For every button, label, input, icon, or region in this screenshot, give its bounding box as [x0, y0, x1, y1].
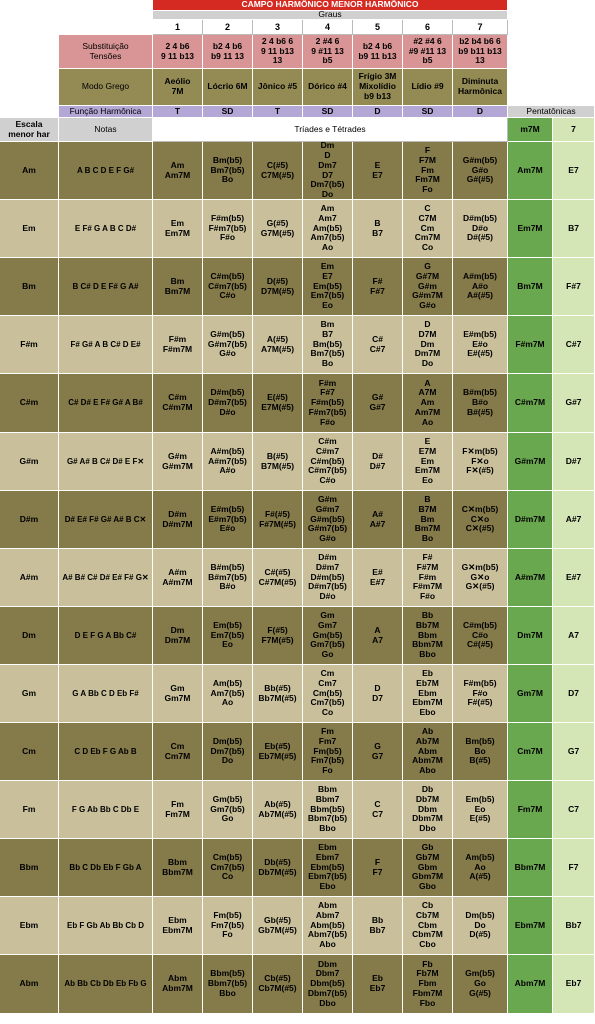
- chord-cell: G#m G#m7 G#m(b5) G#m7(b5) G#o: [303, 491, 353, 549]
- chord-cell: Gm Gm7M: [153, 665, 203, 723]
- degree-number: 2: [203, 20, 253, 35]
- chord-cell: F#m F#7 F#m(b5) F#m7(b5) F#o: [303, 374, 353, 433]
- chord-cell: G(#5) G7M(#5): [253, 200, 303, 258]
- scale-notes: G A Bb C D Eb F#: [59, 665, 153, 723]
- tension-cell: b2 4 b6 b9 11 13: [203, 35, 253, 69]
- scale-key: Fm: [0, 781, 59, 839]
- chord-cell: Eb Eb7M Ebm Ebm7M Ebo: [403, 665, 453, 723]
- chord-cell: D#m D#m7 D#m(b5) D#m7(b5) D#o: [303, 549, 353, 607]
- scale-notes: E F# G A B C D#: [59, 200, 153, 258]
- chord-cell: Dm Dm7M: [153, 607, 203, 665]
- chord-cell: Eb(#5) Eb7M(#5): [253, 723, 303, 781]
- penta-7-cell: D7: [553, 665, 595, 723]
- chord-cell: Em(b5) Em7(b5) Eo: [203, 607, 253, 665]
- chord-cell: Gm Gm7 Gm(b5) Gm7(b5) Go: [303, 607, 353, 665]
- scale-notes: B C# D E F# G A#: [59, 258, 153, 316]
- penta-m7m-header: m7M: [508, 118, 553, 142]
- chord-cell: Fm Fm7 Fm(b5) Fm7(b5) Fo: [303, 723, 353, 781]
- function-cell: T: [253, 106, 303, 118]
- chord-cell: C#m(b5) C#m7(b5) C#o: [203, 258, 253, 316]
- chord-cell: F(#5) F7M(#5): [253, 607, 303, 665]
- chord-cell: B#m(b5) B#m7(b5) B#o: [203, 549, 253, 607]
- chord-cell: E#m(b5) E#o E#(#5): [453, 316, 508, 374]
- chord-cell: Bm Bm7M: [153, 258, 203, 316]
- penta-7-header: 7: [553, 118, 595, 142]
- chord-cell: D D7M Dm Dm7M Do: [403, 316, 453, 374]
- scale-key: Bbm: [0, 839, 59, 897]
- chord-cell: A# A#7: [353, 491, 403, 549]
- penta-m7m-cell: G#m7M: [508, 433, 553, 491]
- penta-7-cell: F#7: [553, 258, 595, 316]
- greek-mode-cell: Aeólio 7M: [153, 69, 203, 106]
- chord-cell: G# G#7: [353, 374, 403, 433]
- penta-m7m-cell: Am7M: [508, 142, 553, 200]
- tension-cell: 2 4 b6 9 11 b13: [153, 35, 203, 69]
- chord-cell: Cb(#5) Cb7M(#5): [253, 955, 303, 1014]
- scale-notes: Ab Bb Cb Db Eb Fb G: [59, 955, 153, 1014]
- chord-cell: Db(#5) Db7M(#5): [253, 839, 303, 897]
- scale-notes: C D Eb F G Ab B: [59, 723, 153, 781]
- tension-cell: 2 4 b6 6 9 11 b13 13: [253, 35, 303, 69]
- scale-key: F#m: [0, 316, 59, 374]
- tensoes-label: Substituição Tensões: [59, 35, 153, 69]
- degree-number: 3: [253, 20, 303, 35]
- tension-cell: b2 b4 b6 6 b9 b11 b13 13: [453, 35, 508, 69]
- penta-7-cell: D#7: [553, 433, 595, 491]
- chord-cell: G#m(b5) G#o G#(#5): [453, 142, 508, 200]
- penta-7-cell: B7: [553, 200, 595, 258]
- scale-notes: F G Ab Bb C Db E: [59, 781, 153, 839]
- chord-cell: Dm(b5) Do D(#5): [453, 897, 508, 955]
- chord-cell: Ab Ab7M Abm Abm7M Abo: [403, 723, 453, 781]
- pentatonicas-label: Pentatônicas: [508, 106, 595, 118]
- chord-cell: G#m(b5) G#m7(b5) G#o: [203, 316, 253, 374]
- penta-m7m-cell: Fm7M: [508, 781, 553, 839]
- chord-cell: Bbm(b5) Bbm7(b5) Bbo: [203, 955, 253, 1014]
- chord-cell: A A7M Am Am7M Ao: [403, 374, 453, 433]
- chord-cell: A(#5) A7M(#5): [253, 316, 303, 374]
- chord-cell: E E7M Em Em7M Eo: [403, 433, 453, 491]
- penta-7-cell: E7: [553, 142, 595, 200]
- chord-cell: Ab(#5) Ab7M(#5): [253, 781, 303, 839]
- scale-notes: G# A# B C# D# E F✕: [59, 433, 153, 491]
- chord-cell: C#m C#m7M: [153, 374, 203, 433]
- tension-cell: b2 4 b6 b9 11 b13: [353, 35, 403, 69]
- function-cell: T: [153, 106, 203, 118]
- penta-7-cell: A7: [553, 607, 595, 665]
- penta-m7m-cell: Ebm7M: [508, 897, 553, 955]
- scale-notes: D# E# F# G# A# B C✕: [59, 491, 153, 549]
- scale-key: Am: [0, 142, 59, 200]
- chord-cell: Fm(b5) Fm7(b5) Fo: [203, 897, 253, 955]
- penta-m7m-cell: Cm7M: [508, 723, 553, 781]
- penta-m7m-cell: Abm7M: [508, 955, 553, 1014]
- notas-label: Notas: [59, 118, 153, 142]
- chord-cell: C C7M Cm Cm7M Co: [403, 200, 453, 258]
- penta-7-cell: G7: [553, 723, 595, 781]
- chord-cell: Bb Bb7M Bbm Bbm7M Bbo: [403, 607, 453, 665]
- chord-cell: F#m(b5) F#o F#(#5): [453, 665, 508, 723]
- graus-label: Graus: [153, 11, 508, 20]
- greek-mode-cell: Jônico #5: [253, 69, 303, 106]
- tension-cell: 2 #4 6 9 #11 13 b5: [303, 35, 353, 69]
- modo-grego-label: Modo Grego: [59, 69, 153, 106]
- penta-7-cell: F7: [553, 839, 595, 897]
- penta-7-cell: Bb7: [553, 897, 595, 955]
- scale-key: Cm: [0, 723, 59, 781]
- function-cell: D: [353, 106, 403, 118]
- chord-cell: Dm D Dm7 D7 Dm7(b5) Do: [303, 142, 353, 200]
- chord-cell: Bb(#5) Bb7M(#5): [253, 665, 303, 723]
- penta-m7m-cell: C#m7M: [508, 374, 553, 433]
- chord-cell: Bb Bb7: [353, 897, 403, 955]
- chord-cell: Abm Abm7M: [153, 955, 203, 1014]
- triades-label: Tríades e Tétrades: [153, 118, 508, 142]
- chord-cell: A#m A#m7M: [153, 549, 203, 607]
- chord-cell: D#m(b5) D#o D#(#5): [453, 200, 508, 258]
- chord-cell: F#(#5) F#7M(#5): [253, 491, 303, 549]
- chord-cell: C✕m(b5) C✕o C✕(#5): [453, 491, 508, 549]
- scale-notes: A# B# C# D# E# F# G✕: [59, 549, 153, 607]
- chord-cell: Cm Cm7 Cm(b5) Cm7(b5) Co: [303, 665, 353, 723]
- chord-cell: Eb Eb7: [353, 955, 403, 1014]
- chord-cell: Bm(b5) Bo B(#5): [453, 723, 508, 781]
- chord-cell: G✕m(b5) G✕o G✕(#5): [453, 549, 508, 607]
- chord-cell: Cm Cm7M: [153, 723, 203, 781]
- chord-cell: A#m(b5) A#m7(b5) A#o: [203, 433, 253, 491]
- scale-notes: D E F G A Bb C#: [59, 607, 153, 665]
- penta-m7m-cell: Gm7M: [508, 665, 553, 723]
- chord-cell: F F7M Fm Fm7M Fo: [403, 142, 453, 200]
- penta-m7m-cell: Bm7M: [508, 258, 553, 316]
- chord-cell: G#m G#m7M: [153, 433, 203, 491]
- chord-cell: Am(b5) Am7(b5) Ao: [203, 665, 253, 723]
- degree-number: 5: [353, 20, 403, 35]
- chord-cell: Bm B7 Bm(b5) Bm7(b5) Bo: [303, 316, 353, 374]
- chord-cell: E E7: [353, 142, 403, 200]
- penta-7-cell: A#7: [553, 491, 595, 549]
- chord-cell: Em(b5) Eo E(#5): [453, 781, 508, 839]
- chord-cell: F#m(b5) F#m7(b5) F#o: [203, 200, 253, 258]
- chord-cell: C C7: [353, 781, 403, 839]
- chord-cell: Ebm Ebm7M: [153, 897, 203, 955]
- penta-7-cell: G#7: [553, 374, 595, 433]
- chord-cell: Cb Cb7M Cbm Cbm7M Cbo: [403, 897, 453, 955]
- scale-key: G#m: [0, 433, 59, 491]
- chord-cell: Am Am7M: [153, 142, 203, 200]
- scale-key: Gm: [0, 665, 59, 723]
- chord-cell: D D7: [353, 665, 403, 723]
- chord-cell: D# D#7: [353, 433, 403, 491]
- chord-cell: G G7: [353, 723, 403, 781]
- penta-m7m-cell: A#m7M: [508, 549, 553, 607]
- chord-cell: Gm(b5) Gm7(b5) Go: [203, 781, 253, 839]
- chord-cell: Fm Fm7M: [153, 781, 203, 839]
- chord-cell: Db Db7M Dbm Dbm7M Dbo: [403, 781, 453, 839]
- function-cell: SD: [303, 106, 353, 118]
- chord-cell: A A7: [353, 607, 403, 665]
- chord-cell: Em E7 Em(b5) Em7(b5) Eo: [303, 258, 353, 316]
- penta-m7m-cell: F#m7M: [508, 316, 553, 374]
- penta-m7m-cell: Em7M: [508, 200, 553, 258]
- greek-mode-cell: Dórico #4: [303, 69, 353, 106]
- scale-notes: C# D# E F# G# A B#: [59, 374, 153, 433]
- chord-cell: B#m(b5) B#o B#(#5): [453, 374, 508, 433]
- penta-m7m-cell: D#m7M: [508, 491, 553, 549]
- chord-cell: B(#5) B7M(#5): [253, 433, 303, 491]
- scale-key: Abm: [0, 955, 59, 1014]
- chord-cell: Fb Fb7M Fbm Fbm7M Fbo: [403, 955, 453, 1014]
- chord-cell: F✕m(b5) F✕o F✕(#5): [453, 433, 508, 491]
- chord-cell: F F7: [353, 839, 403, 897]
- chord-cell: E# E#7: [353, 549, 403, 607]
- function-cell: SD: [403, 106, 453, 118]
- chord-cell: Dbm Dbm7 Dbm(b5) Dbm7(b5) Dbo: [303, 955, 353, 1014]
- scale-notes: Eb F Gb Ab Bb Cb D: [59, 897, 153, 955]
- scale-key: Bm: [0, 258, 59, 316]
- chord-cell: E#m(b5) E#m7(b5) E#o: [203, 491, 253, 549]
- scale-notes: F# G# A B C# D E#: [59, 316, 153, 374]
- scale-notes: Bb C Db Eb F Gb A: [59, 839, 153, 897]
- penta-7-cell: E#7: [553, 549, 595, 607]
- chord-cell: Bbm Bbm7 Bbm(b5) Bbm7(b5) Bbo: [303, 781, 353, 839]
- scale-key: Em: [0, 200, 59, 258]
- chord-cell: Dm(b5) Dm7(b5) Do: [203, 723, 253, 781]
- table-title: CAMPO HARMÔNICO MENOR HARMÔNICO: [153, 0, 508, 11]
- chord-cell: C#m C#m7 C#m(b5) C#m7(b5) C#o: [303, 433, 353, 491]
- chord-cell: E(#5) E7M(#5): [253, 374, 303, 433]
- chord-cell: D#m(b5) D#m7(b5) D#o: [203, 374, 253, 433]
- chord-cell: G G#7M G#m G#m7M G#o: [403, 258, 453, 316]
- function-cell: D: [453, 106, 508, 118]
- funcao-label: Função Harmônica: [59, 106, 153, 118]
- chord-cell: C# C#7: [353, 316, 403, 374]
- chord-cell: Cm(b5) Cm7(b5) Co: [203, 839, 253, 897]
- degree-number: 4: [303, 20, 353, 35]
- chord-cell: C#(#5) C#7M(#5): [253, 549, 303, 607]
- greek-mode-cell: Lócrio 6M: [203, 69, 253, 106]
- chord-cell: Bbm Bbm7M: [153, 839, 203, 897]
- chord-cell: D#m D#m7M: [153, 491, 203, 549]
- chord-cell: Bm(b5) Bm7(b5) Bo: [203, 142, 253, 200]
- chord-cell: F# F#7M F#m F#m7M F#o: [403, 549, 453, 607]
- chord-cell: F#m F#m7M: [153, 316, 203, 374]
- chord-cell: Abm Abm7 Abm(b5) Abm7(b5) Abo: [303, 897, 353, 955]
- scale-key: D#m: [0, 491, 59, 549]
- chord-cell: C#m(b5) C#o C#(#5): [453, 607, 508, 665]
- chord-cell: B B7: [353, 200, 403, 258]
- scale-key: C#m: [0, 374, 59, 433]
- degree-number: 6: [403, 20, 453, 35]
- penta-m7m-cell: Bbm7M: [508, 839, 553, 897]
- greek-mode-cell: Diminuta Harmônica: [453, 69, 508, 106]
- degree-number: 7: [453, 20, 508, 35]
- penta-7-cell: C7: [553, 781, 595, 839]
- penta-m7m-cell: Dm7M: [508, 607, 553, 665]
- scale-notes: A B C D E F G#: [59, 142, 153, 200]
- chord-cell: Em Em7M: [153, 200, 203, 258]
- chord-cell: B B7M Bm Bm7M Bo: [403, 491, 453, 549]
- tension-cell: #2 #4 6 #9 #11 13 b5: [403, 35, 453, 69]
- chord-cell: A#m(b5) A#o A#(#5): [453, 258, 508, 316]
- scale-key: Dm: [0, 607, 59, 665]
- chord-cell: C(#5) C7M(#5): [253, 142, 303, 200]
- chord-cell: Gm(b5) Go G(#5): [453, 955, 508, 1014]
- chord-cell: Am Am7 Am(b5) Am7(b5) Ao: [303, 200, 353, 258]
- greek-mode-cell: Lídio #9: [403, 69, 453, 106]
- chord-cell: Ebm Ebm7 Ebm(b5) Ebm7(b5) Ebo: [303, 839, 353, 897]
- penta-7-cell: C#7: [553, 316, 595, 374]
- scale-key: A#m: [0, 549, 59, 607]
- chord-cell: F# F#7: [353, 258, 403, 316]
- greek-mode-cell: Frígio 3M Mixolídio b9 b13: [353, 69, 403, 106]
- penta-7-cell: Eb7: [553, 955, 595, 1014]
- function-cell: SD: [203, 106, 253, 118]
- chord-cell: Gb(#5) Gb7M(#5): [253, 897, 303, 955]
- escala-label: Escala menor har: [0, 118, 59, 142]
- chord-cell: Am(b5) Ao A(#5): [453, 839, 508, 897]
- chord-cell: Gb Gb7M Gbm Gbm7M Gbo: [403, 839, 453, 897]
- scale-key: Ebm: [0, 897, 59, 955]
- chord-cell: D(#5) D7M(#5): [253, 258, 303, 316]
- degree-number: 1: [153, 20, 203, 35]
